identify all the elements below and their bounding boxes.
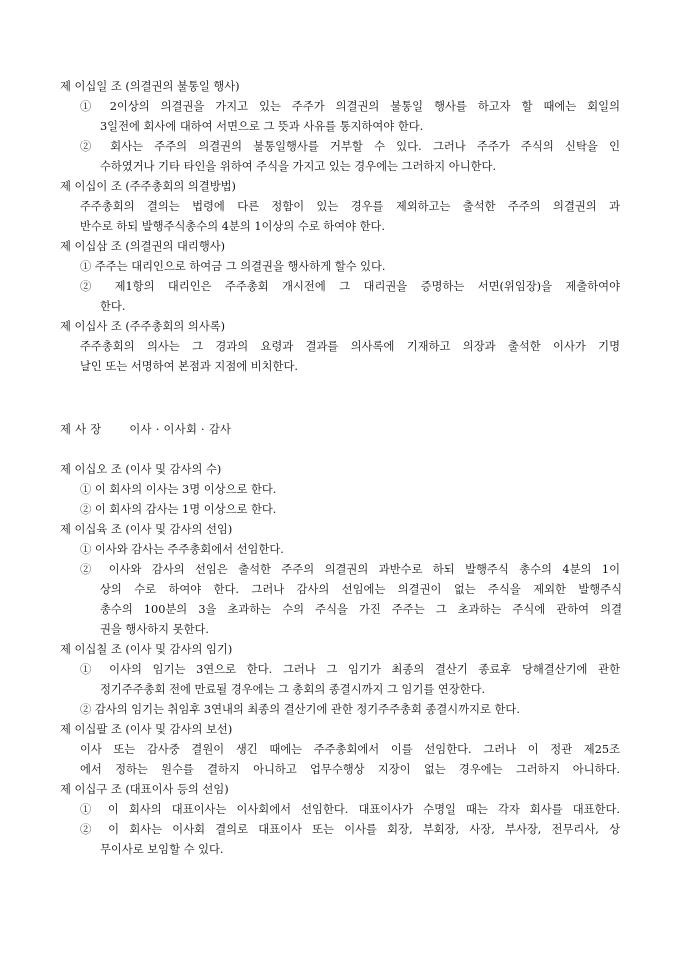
article-29-heading: 제 이십구 조 (대표이사 등의 선임) xyxy=(60,783,229,796)
article-27-para-1-line-2: 정기주주총회 전에 만료될 경우에는 그 총회의 종결시까지 그 임기를 연장한다. xyxy=(100,683,486,696)
article-29-para-2-line-2: 무이사로 보임할 수 있다. xyxy=(100,843,224,856)
article-22-heading: 제 이십이 조 (주주총회의 의결방법) xyxy=(60,180,236,193)
article-23-para-2-line-2: 한다. xyxy=(100,300,126,313)
article-28-heading: 제 이십팔 조 (이사 및 감사의 보선) xyxy=(60,723,233,736)
chapter-number: 제 사 장 xyxy=(60,423,102,436)
article-22-body-line-1: 주주총회의 결의는 법령에 다른 정함이 있는 경우를 제외하고는 출석한 주주의 의결권의 과 xyxy=(80,200,620,213)
article-22-body-line-2: 반수로 하되 발행주식총수의 4분의 1이상의 수로 하여야 한다. xyxy=(80,220,386,233)
article-25-para-1-line-1: ① 이 회사의 이사는 3명 이상으로 한다. xyxy=(80,483,277,496)
article-27-para-1-line-1: ① 이사의 임기는 3연으로 한다. 그러나 그 임기가 최종의 결산기 종료후 당해결산기에 관한 xyxy=(80,663,620,676)
article-25-para-2-line-1: ② 이 회사의 감사는 1명 이상으로 한다. xyxy=(80,503,277,516)
article-24-body-line-1: 주주총회의 의사는 그 경과의 요령과 결과를 의사록에 기재하고 의장과 출석한 이사가 기명 xyxy=(80,340,620,353)
chapter-title: 이사 · 이사회 · 감사 xyxy=(129,423,232,436)
article-21-para-1-line-1: ① 2이상의 의결권을 가지고 있는 주주가 의결권의 불통일 행사를 하고자 할 때에는 회일의 xyxy=(80,100,620,113)
article-28-body-line-2: 에서 정하는 원수를 결하지 아니하고 업무수행상 지장이 없는 경우에는 그러하지 아니하다. xyxy=(80,763,620,776)
article-23-para-2-line-1: ② 제1항의 대리인은 주주총회 개시전에 그 대리권을 증명하는 서면(위임장)을 제출하여야 xyxy=(80,280,620,293)
article-29-para-2-line-1: ② 이 회사는 이사회 결의로 대표이사 또는 이사를 회장, 부회장, 사장, 부사장, 전무리사, 상 xyxy=(80,823,620,836)
chapter-4-heading xyxy=(60,423,231,437)
article-27-heading: 제 이십칠 조 (이사 및 감사의 임기) xyxy=(60,643,233,656)
article-21-para-2-line-2: 수하였거나 기타 타인을 위하여 주식을 가지고 있는 경우에는 그러하지 아니한다. xyxy=(100,160,497,173)
article-26-para-2-line-4: 권을 행사하지 못한다. xyxy=(100,623,209,636)
article-29-para-1-line-1: ① 이 회사의 대표이사는 이사회에서 선임한다. 대표이사가 수명일 때는 각자 회사를 대표한다. xyxy=(80,803,620,816)
article-28-body-line-1: 이사 또는 감사중 결원이 생긴 때에는 주주총회에서 이를 선임한다. 그러나 이 정관 제25조 xyxy=(80,743,620,756)
article-21-para-1-line-2: 3일전에 회사에 대하여 서면으로 그 뜻과 사유를 통지하여야 한다. xyxy=(100,120,424,133)
article-26-para-1-line-1: ① 이사와 감사는 주주총회에서 선임한다. xyxy=(80,543,284,556)
article-26-para-2-line-3: 총수의 100분의 3을 초과하는 수의 주식을 가진 주주는 그 초과하는 주식에 관하여 의결 xyxy=(100,603,622,616)
article-23-heading: 제 이십삼 조 (의결권의 대리행사) xyxy=(60,240,226,253)
article-21-para-2-line-1: ② 회사는 주주의 의결권의 불통일행사를 거부할 수 있다. 그러나 주주가 주식의 신탁을 인 xyxy=(80,140,620,153)
article-26-heading: 제 이십육 조 (이사 및 감사의 선임) xyxy=(60,523,233,536)
article-23-para-1-line-1: ① 주주는 대리인으로 하여금 그 의결권을 행사하게 할수 있다. xyxy=(80,260,386,273)
article-26-para-2-line-1: ② 이사와 감사의 선임은 출석한 주주의 의결권의 과반수로 하되 발행주식 총수의 4분의 1이 xyxy=(80,563,620,576)
article-21-heading: 제 이십일 조 (의결권의 불통일 행사) xyxy=(60,80,240,93)
article-24-body-line-2: 날인 또는 서명하여 본점과 지점에 비치한다. xyxy=(80,360,298,373)
article-24-heading: 제 이십사 조 (주주총회의 의사록) xyxy=(60,320,226,333)
article-26-para-2-line-2: 상의 수로 하여야 한다. 그러나 감사의 선임에는 의결권이 없는 주식을 제외한 발행주식 xyxy=(100,583,622,596)
article-25-heading: 제 이십오 조 (이사 및 감사의 수) xyxy=(60,463,222,476)
article-27-para-2-line-1: ② 감사의 임기는 취임후 3연내의 최종의 결산기에 관한 정기주주총회 종결시까지로 한다. xyxy=(80,703,520,716)
